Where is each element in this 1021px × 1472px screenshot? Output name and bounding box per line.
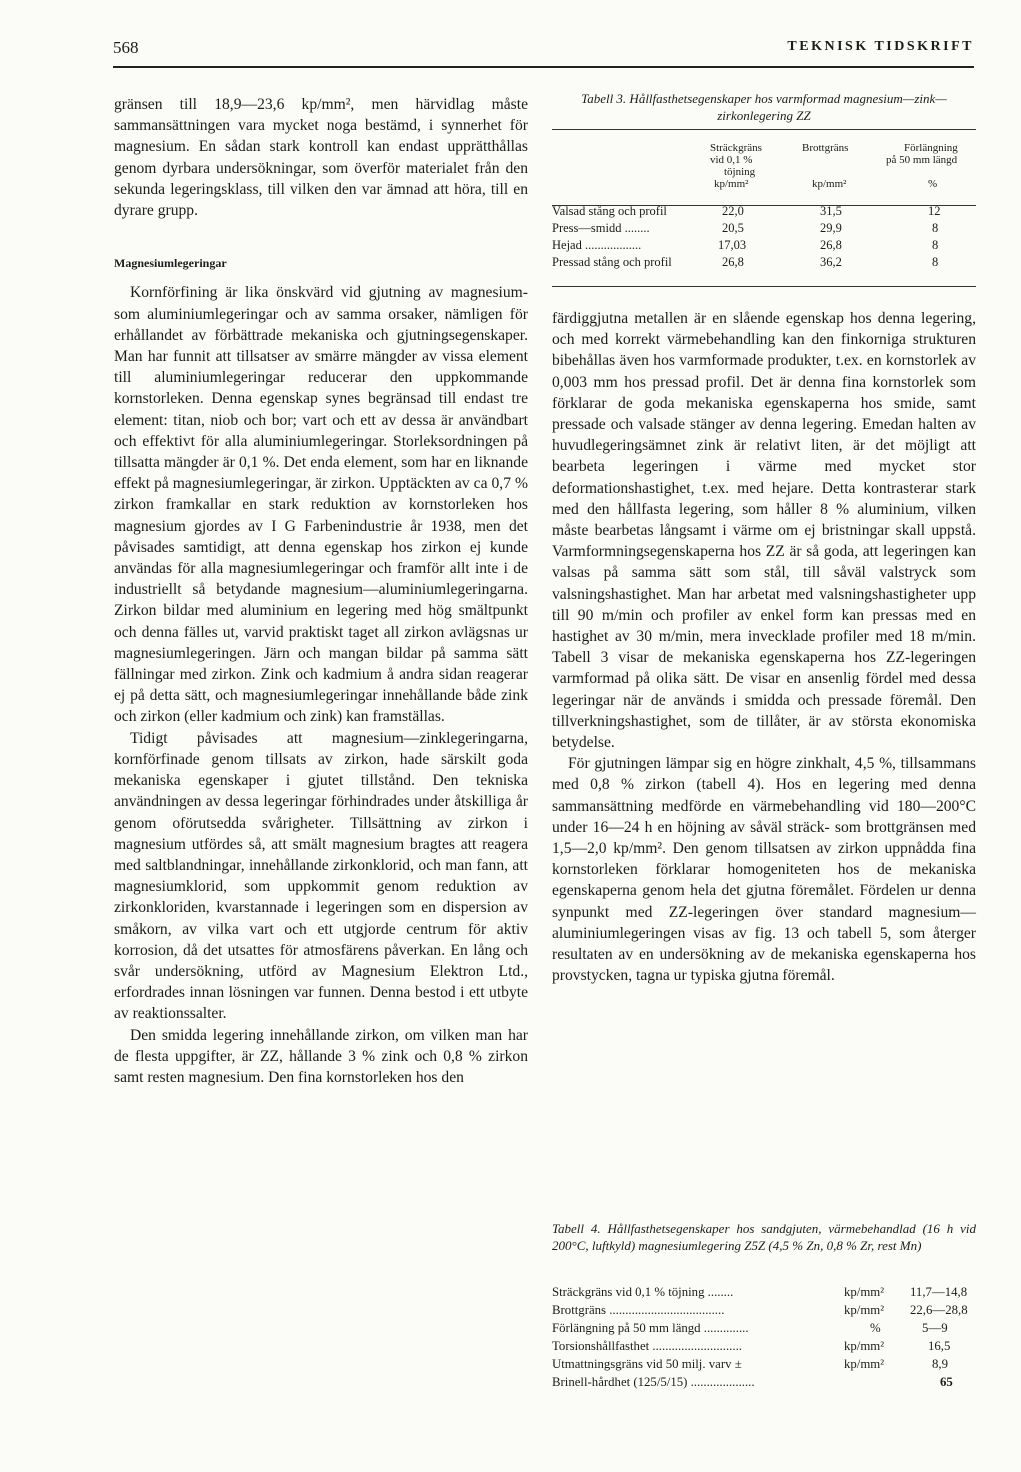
- t3-r4-label: Pressad stång och profil: [552, 255, 672, 269]
- table-row: [552, 255, 976, 272]
- t3-h1-line4: kp/mm²: [714, 178, 749, 190]
- t4-r1-value: 11,7—14,8: [910, 1285, 968, 1299]
- journal-title: TEKNISK TIDSKRIFT: [787, 39, 974, 54]
- t3-r3-a: 17,03: [718, 238, 747, 252]
- table4: [552, 1285, 976, 1393]
- left-paragraph-1: gränsen till 18,9—23,6 kp/mm², men härvidlag måste sammansättningen vara mycket noga bestämd, i synnerhet för magnesium. En sådan stark kontroll kan endast upprätthållas genom dyrbara undersökningar, som överför materialet från den sekunda legeringsklass, till vilken den var ämnad att höra, till en dyrare grupp.: [114, 96, 528, 220]
- table-row: [552, 1375, 976, 1393]
- t4-r2-unit: kp/mm²: [844, 1303, 885, 1317]
- left-column: [114, 94, 528, 1088]
- table-row: [552, 1285, 976, 1303]
- table3-mid-rule: [552, 205, 976, 206]
- left-paragraph-3: Tidigt påvisades att magnesium—zinklegeringarna, kornförfinade genom tillsats av zirkon, hade särskilt goda mekaniska egenskaper i gjutet tillstånd. Den tekniska användningen av dessa legeringar förhindrades under åtskilliga år genom oförutsedda svårigheter. Tillsättning av zirkon i magnesium utfördes så, att smält magnesium bragtes att reagera med saltblandningar, innehållande zirkonklorid, och man fann, att magnesiumklorid, som uppkommit genom reduktion av zirkonkloriden, kvarstannade i legeringen som en dispersion av småkorn, av vilka vart och ett utgjorde centrum för aktiv korrosion, då det utsattes för atmosfärens påverkan. En lång och svår undersökning, utförd av Magnesium Elektron Ltd., erfordrades innan lösningen var funnen. Denna bestod i ett utbyte av reaktionssalter.: [114, 729, 528, 1023]
- t3-h2-line2: kp/mm²: [812, 178, 847, 190]
- right-paragraph-2: För gjutningen lämpar sig en högre zinkhalt, 4,5 %, tillsammans med 0,8 % zirkon (tabell 4). Hos en legering med denna sammansättning medförde en värmebehandling vid 180—200°C under 16—24 h en höjning av såväl sträck- som brottgränsen med 1,5—2,0 kp/mm². Den genom tillsatsen av zirkon uppnådda fina kornstorleken förklarar homogeniteten hos de mekaniska egenskaperna genom hela det gjutna föremålet. Fördelen ur denna synpunkt med ZZ-legeringen över standard magnesium—aluminiumlegeringen visas av fig. 13 och tabell 5, som återger resultaten av en undersökning av de mekaniska egenskaperna hos provstycken, tagna ur typiska gjutna föremål.: [552, 755, 976, 985]
- table-row: [552, 1339, 976, 1357]
- t4-r3-value: 5—9: [922, 1321, 948, 1335]
- t3-r4-c: 8: [932, 255, 939, 269]
- t3-h1-line2: vid 0,1 %: [710, 154, 753, 166]
- t3-h3-line3: %: [928, 178, 938, 190]
- t4-r4-value: 16,5: [928, 1339, 951, 1353]
- t4-r1-unit: kp/mm²: [844, 1285, 885, 1299]
- t4-r5-unit: kp/mm²: [844, 1357, 885, 1371]
- t3-r4-a: 26,8: [722, 255, 744, 269]
- t4-r3-label: Förlängning på 50 mm längd ..............: [552, 1321, 749, 1335]
- t3-r2-label: Press—smidd ........: [552, 221, 650, 235]
- t4-r2-label: Brottgräns ....................................: [552, 1303, 725, 1317]
- table-row: [552, 1357, 976, 1375]
- t4-r2-value: 22,6—28,8: [910, 1303, 968, 1317]
- right-column: [552, 308, 976, 987]
- t3-r4-b: 36,2: [820, 255, 842, 269]
- table-row: [552, 1303, 976, 1321]
- t3-h3-line1: Förlängning: [904, 142, 958, 154]
- t3-h2-line1: Brottgräns: [802, 142, 849, 154]
- t3-h1-line3: töjning: [724, 166, 756, 178]
- t4-r6-label: Brinell-hårdhet (125/5/15) ....................: [552, 1375, 755, 1389]
- table-row: [552, 238, 976, 255]
- right-paragraph-1: färdiggjutna metallen är en slående egenskap hos denna legering, och med korrekt värmebehandling kan den finkorniga strukturen bibehållas även hos varmformade produkter, t.ex. en kornstorlek av 0,003 mm hos pressad profil. Det är denna fina kornstorlek som förklarar de goda mekaniska egenskaperna hos smide, samt pressade och valsade stänger av denna legering. Emedan halten av huvudlegeringsämnet zink är relativt liten, är det möjligt att bearbeta legeringen i värme med mycket stor deformationshastighet, t.ex. med hejare. Detta kontrasterar stark med den hållfasta legering, som håller 8 % aluminium, vilken måste bearbetas långsamt i värme om ej bristningar skall uppstå. Varmformningsegenskaperna hos ZZ är så goda, att legeringen kan valsas på samma sätt som stål, till såväl valstryck som valsningshastighet. Man har arbetat med valsningshastigheter upp till 90 m/min och profiler av enkel form kan pressas med en hastighet av 30 m/min, mera invecklade profiler med 18 m/min. Tabell 3 visar de mekaniska egenskaperna hos ZZ-legeringen varmformad på olika sätt. De visar en ansenlig fördel med dessa legeringar när de används i smidda och pressade föremål. Den tillverkningshastighet, som de tillåter, är av största ekonomiska betydelse.: [552, 310, 976, 752]
- t3-r2-c: 8: [932, 221, 939, 235]
- t4-r1-label: Sträckgräns vid 0,1 % töjning ........: [552, 1285, 734, 1299]
- table4-caption: Tabell 4. Hållfasthetsegenskaper hos sandgjuten, värmebehandlad (16 h vid 200°C, luftkyld) magnesiumlegering Z5Z (4,5 % Zn, 0,8 % Zr, rest Mn): [552, 1221, 976, 1253]
- table3-header: [552, 140, 976, 204]
- left-paragraph-4: Den smidda legering innehållande zirkon, om vilken man har de flesta uppgifter, är ZZ, hållande 3 % zink och 0,8 % zirkon samt resten magnesium. Den fina kornstorleken hos den: [114, 1026, 528, 1086]
- t3-h1-line1: Sträckgräns: [710, 142, 762, 154]
- t4-r4-label: Torsionshållfasthet ............................: [552, 1339, 742, 1353]
- section-heading: Magnesiumlegeringar: [114, 256, 227, 271]
- table3-bottom-rule: [552, 286, 976, 287]
- table-row: [552, 204, 976, 221]
- left-paragraph-2: Kornförfining är lika önskvärd vid gjutning av magnesium- som aluminiumlegeringar och av samma orsaker, nämligen för erhållandet av förbättrade mekaniska och gjutningsegenskaper. Man har funnit att tillsatser av smärre mängder av vissa element till aluminiumlegeringar reducerar den uppkommande kornstorleken. Denna egenskap synes begränsad till endast tre element: titan, niob och bor; vart och ett av dessa är användbart och effektivt för alla aluminiumlegeringar. Storleksordningen på tillsatta mängder är 0,1 %. Det enda element, som har en liknande effekt på magnesiumlegeringar, är zirkon. Upptäckten av ca 0,7 % zirkon framkallar en stark reduktion av kornstorleken hos magnesium gjordes av I G Farbenindustrie år 1938, men det påvisades samtidigt, att denna egenskap hos zirkon ej kunde användas för alla magnesiumlegeringar och framför allt inte i de industriellt så betydande magnesium—aluminiumlegeringarna. Zirkon bildar med aluminium en legering med hög smältpunkt och denna fälles ut, varvid praktiskt taget all zirkon avlägsnas ur magnesiumlegeringen. Järn och mangan bildar på samma sätt fällningar med zirkon. Zink och kadmium å andra sidan reagerar ej på detta sätt, och magnesiumlegeringar innehållande både zink och zirkon (eller kadmium och zink) kan framställas.: [114, 284, 528, 726]
- t3-r3-c: 8: [932, 238, 939, 252]
- page-number: 568: [113, 38, 139, 57]
- header-rule: [113, 66, 974, 68]
- t3-r2-b: 29,9: [820, 221, 842, 235]
- table-row: [552, 221, 976, 238]
- table3: [552, 140, 976, 272]
- t3-r1-label: Valsad stång och profil: [552, 204, 667, 218]
- t3-r1-b: 31,5: [820, 204, 842, 218]
- table3-caption: Tabell 3. Hållfasthetsegenskaper hos varmformad magnesium—zink—zirkonlegering ZZ: [581, 91, 947, 123]
- table-row: [552, 1321, 976, 1339]
- t3-r3-label: Hejad ..................: [552, 238, 642, 252]
- t3-r2-a: 20,5: [722, 221, 744, 235]
- t3-r3-b: 26,8: [820, 238, 842, 252]
- table3-top-rule: [552, 129, 976, 130]
- t3-r1-a: 22,0: [722, 204, 744, 218]
- t3-h3-line2: på 50 mm längd: [886, 154, 958, 166]
- t3-r1-c: 12: [928, 204, 941, 218]
- t4-r4-unit: kp/mm²: [844, 1339, 885, 1353]
- t4-r5-value: 8,9: [932, 1357, 948, 1371]
- t4-r3-unit: %: [870, 1321, 881, 1335]
- t4-r5-label: Utmattningsgräns vid 50 milj. varv ±: [552, 1357, 742, 1371]
- t4-r6-value: 65: [940, 1375, 953, 1389]
